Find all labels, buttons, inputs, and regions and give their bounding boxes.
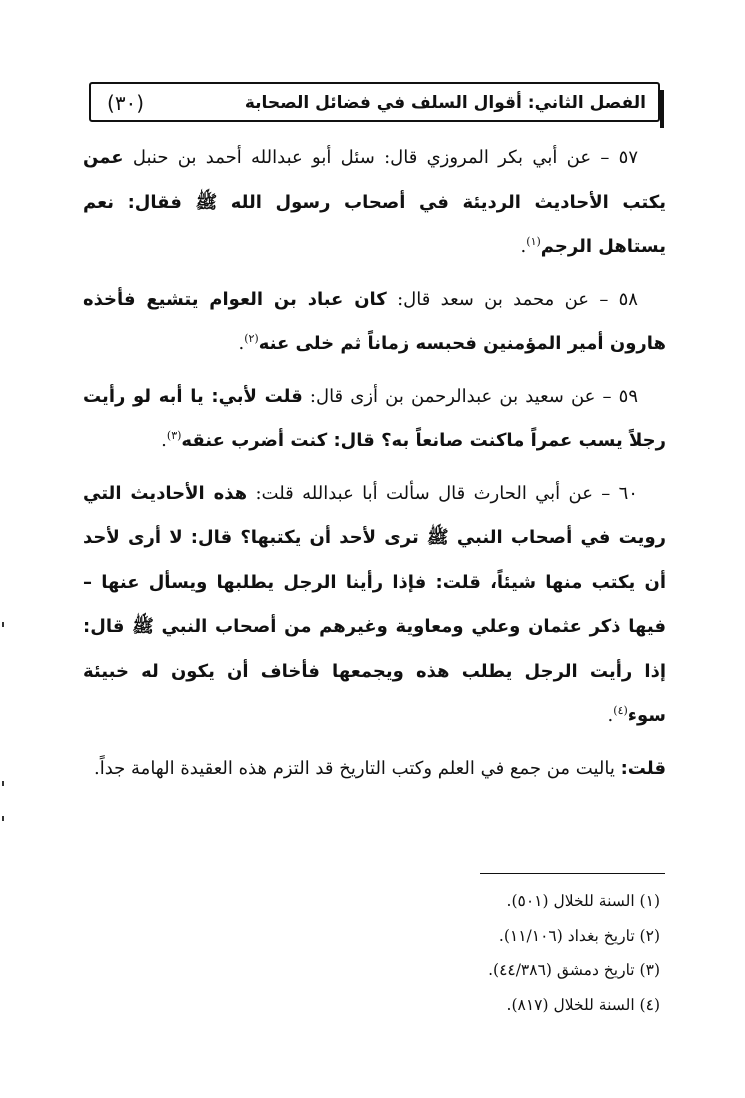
hadith-57-narration: ٥٧ – عن أبي بكر المروزي قال: سئل أبو عبدالله أحمد بن حنبل: [123, 147, 638, 168]
author-comment: [83, 747, 666, 792]
page-number: (٣٠): [107, 91, 145, 115]
scan-mark: [2, 816, 4, 821]
footnotes: [300, 884, 660, 1022]
footnote-ref-3: (٣): [166, 429, 182, 442]
author-comment-text: ياليت من جمع في العلم وكتب التاريخ قد التزم هذه العقيدة الهامة جداً.: [94, 757, 621, 779]
hadith-58: [83, 278, 666, 367]
footnote-ref-1: (١): [526, 235, 541, 248]
hadith-58-quote: كان عباد بن العوام يتشيع فأخذه هارون أمير المؤمنين فحبسه زماناً ثم خلى عنه: [83, 288, 666, 354]
running-header: [89, 82, 660, 122]
hadith-60: [83, 472, 666, 739]
scan-mark: [2, 622, 4, 627]
scan-mark: [2, 781, 4, 786]
hadith-60-quote: هذه الأحاديث التي رويت في أصحاب النبي ﷺ ترى لأحد أن يكتبها؟ قال: لا أرى لأحد أن يكتب منها شيئاً، قلت: فإذا رأينا الرجل يطلبها ويسأل عنها –فيها ذكر عثمان وعلي ومعاوية وغيرهم من أصحاب النبي ﷺ قال: إذا رأيت الرجل يطلب هذه ويجمعها فأخاف أن يكون له خبيئة سوء: [83, 482, 666, 726]
hadith-60-end: .: [607, 705, 614, 726]
footnote-2: (٢) تاريخ بغداد (١١/١٠٦).: [498, 926, 660, 945]
main-text: [83, 136, 666, 799]
footnote-1: (١) السنة للخلال (٥٠١).: [506, 892, 660, 910]
hadith-59: [83, 375, 666, 464]
author-comment-label: قلت:: [620, 757, 666, 779]
hadith-58-narration: ٥٨ – عن محمد بن سعد قال:: [386, 288, 638, 310]
footnote-ref-4: (٤): [613, 704, 628, 717]
footnote-3: (٣) تاريخ دمشق (٤٤/٣٨٦).: [488, 961, 660, 979]
hadith-59-narration: ٥٩ – عن سعيد بن عبدالرحمن بن أزى قال:: [302, 385, 638, 407]
footnote-4: (٤) السنة للخلال (٨١٧).: [506, 995, 660, 1014]
hadith-58-end: .: [238, 333, 245, 354]
hadith-60-narration: ٦٠ – عن أبي الحارث قال سألت أبا عبدالله قلت:: [247, 482, 638, 504]
hadith-57-end: .: [520, 236, 527, 257]
chapter-title: الفصل الثاني: أقوال السلف في فضائل الصحابة: [244, 93, 646, 113]
hadith-57: [83, 136, 666, 270]
hadith-57-quote: عمن يكتب الأحاديث الرديئة في أصحاب رسول الله ﷺ فقال: نعم يستاهل الرجم: [83, 147, 666, 257]
footnote-divider: [480, 873, 665, 874]
hadith-59-end: .: [161, 430, 167, 451]
footnote-ref-2: (٢): [244, 332, 259, 345]
hadith-59-quote: قلت لأبي: يا أبه لو رأيت رجلاً يسب عمراً ماكنت صانعاً به؟ قال: كنت أضرب عنقه: [83, 385, 666, 451]
